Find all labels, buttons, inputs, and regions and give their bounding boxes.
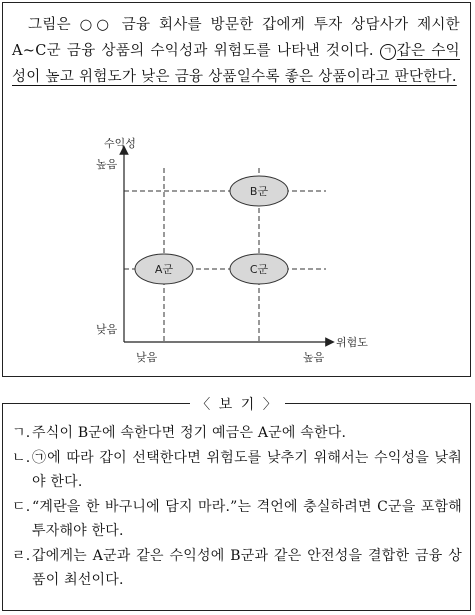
group-c	[230, 254, 288, 284]
bogi-item	[12, 421, 462, 446]
bogi-items	[12, 421, 462, 593]
underlined-text: 갑은 수익성이 높고 위험도가 낮은 금융 상품일수록 좋은 상품이라고 판단한다.	[12, 43, 460, 85]
y-high-label: 높음	[96, 158, 118, 171]
item-text: “계란을 한 바구니에 담지 마라.”는 격언에 충실하려면 C군을 포함해 투자해야 한다.	[32, 498, 462, 539]
group-b	[230, 176, 288, 206]
item-marker: ㄴ.	[12, 449, 31, 466]
x-high-label: 높음	[303, 351, 325, 364]
group-b-label: B군	[249, 185, 269, 198]
y-low-label: 낮음	[96, 323, 118, 336]
x-low-label: 낮음	[136, 351, 158, 364]
item-marker: ㄷ.	[12, 498, 31, 515]
bogi-item	[12, 446, 462, 495]
bogi-item	[12, 495, 462, 544]
group-a-label: A군	[154, 263, 174, 276]
item-text: 갑에게는 A군과 같은 수익성에 B군과 같은 안전성을 결합한 금융 상품이 최선이다.	[32, 547, 462, 588]
item-marker: ㄱ.	[12, 425, 31, 441]
bogi-title: 〈 보 기 〉	[0, 394, 475, 414]
group-a	[135, 254, 193, 284]
x-axis-title: 위험도	[336, 336, 368, 349]
group-c-label: C군	[249, 263, 269, 276]
passage-text: 그림은 ○○ 금융 회사를 방문한 갑에게 투자 상담사가 제시한 A~C군 금융 상품의 수익성과 위험도를 나타낸 것이다.	[12, 17, 460, 59]
item-text: ㉠에 따라 갑이 선택한다면 위험도를 낮추기 위해서는 수익성을 낮춰야 한다.	[32, 449, 462, 490]
item-text: 주식이 B군에 속한다면 정기 예금은 A군에 속한다.	[32, 425, 347, 441]
bogi-item	[12, 544, 462, 593]
circled-marker: ㄱ	[380, 44, 396, 60]
y-axis-title: 수익성	[104, 137, 136, 150]
item-marker: ㄹ.	[12, 547, 31, 564]
